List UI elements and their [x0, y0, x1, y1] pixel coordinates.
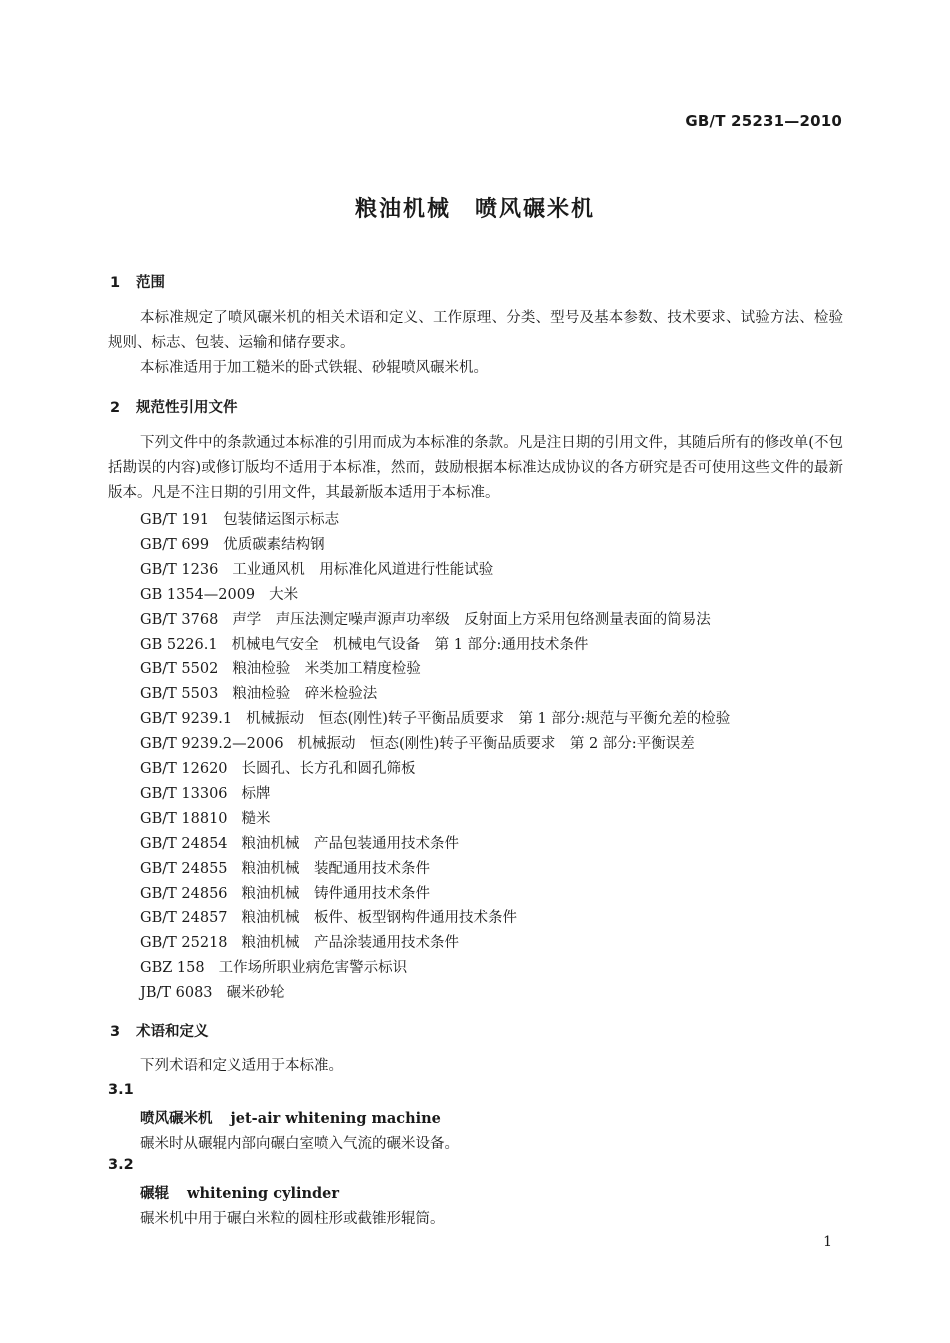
reference-code: GB/T 24854	[140, 835, 228, 852]
reference-item	[140, 807, 271, 828]
term-chinese: 碾辊	[140, 1186, 169, 1202]
reference-item	[140, 583, 298, 604]
reference-code: JB/T 6083	[140, 985, 213, 1002]
reference-title: 长圆孔、长方孔和圆孔筛板	[241, 761, 416, 777]
term-number: 3.1	[108, 1082, 134, 1098]
reference-title: 大米	[269, 586, 299, 603]
document-title: 粮油机械 喷风碾米机	[354, 197, 595, 222]
reference-code: GB/T 18810	[140, 810, 228, 827]
reference-item	[140, 857, 430, 878]
reference-item	[140, 931, 459, 952]
reference-title: 声学 声压法测定噪声源声功率级 反射面上方采用包络测量表面的简易法	[232, 611, 711, 628]
reference-item	[140, 657, 421, 678]
reference-item	[140, 757, 416, 778]
reference-item	[140, 608, 711, 629]
reference-title: 粮油机械 装配通用技术条件	[241, 860, 431, 877]
reference-title: 标牌	[241, 785, 271, 802]
section-1-paragraph-1: 本标准规定了喷风碾米机的相关术语和定义、工作原理、分类、型号及基本参数、技术要求、试验方法、检验规则、标志、包装、运输和储存要求。	[108, 310, 843, 351]
reference-item	[140, 508, 339, 529]
reference-title: 粮油机械 板件、板型钢构件通用技术条件	[241, 910, 518, 927]
term-definition: 碾米机中用于碾白米粒的圆柱形或截锥形辊筒。	[140, 1211, 445, 1227]
reference-item	[140, 956, 407, 977]
reference-title: 包装储运图示标志	[223, 512, 340, 528]
reference-code: GB/T 9239.2—2006	[140, 736, 284, 753]
reference-code: GB 1354—2009	[140, 586, 256, 603]
term-definition: 碾米时从碾辊内部向碾白室喷入气流的碾米设备。	[140, 1136, 459, 1152]
section-2-intro: 下列文件中的条款通过本标准的引用而成为本标准的条款。凡是注日期的引用文件，其随后所有的修改单(不包括勘误的内容)或修订版均不适用于本标准，然而，鼓励根据本标准达成协议的各方研究是否可使用这些文件的最新版本。凡是不注日期的引用文件，其最新版本适用于本标准。	[108, 435, 843, 501]
reference-item	[140, 981, 285, 1002]
reference-item	[140, 558, 493, 579]
reference-code: GB/T 24855	[140, 860, 228, 877]
section-2-heading	[110, 396, 238, 417]
reference-title: 机械振动 恒态(刚性)转子平衡品质要求 第 1 部分:规范与平衡允差的检验	[246, 711, 731, 728]
reference-title: 工业通风机 用标准化风道进行性能试验	[232, 561, 494, 578]
section-number: 1	[110, 275, 121, 291]
reference-code: GB/T 191	[140, 512, 210, 528]
term-english: jet-air whitening machine	[230, 1110, 441, 1127]
standard-code: GB/T 25231—2010	[685, 112, 842, 130]
section-title: 术语和定义	[136, 1024, 209, 1040]
reference-code: GB/T 25218	[140, 935, 228, 952]
term-english: whitening cylinder	[187, 1185, 340, 1202]
term-heading	[140, 1107, 441, 1128]
reference-item	[140, 732, 695, 753]
reference-title: 粮油检验 米类加工精度检验	[232, 661, 421, 678]
term-heading	[140, 1182, 339, 1203]
reference-code: GB/T 24857	[140, 910, 228, 927]
section-number: 2	[110, 400, 121, 416]
reference-item	[140, 782, 271, 803]
reference-title: 糙米	[241, 810, 271, 827]
reference-code: GB/T 1236	[140, 561, 219, 578]
reference-title: 机械振动 恒态(刚性)转子平衡品质要求 第 2 部分:平衡误差	[297, 736, 695, 753]
reference-code: GB 5226.1	[140, 636, 218, 653]
section-1-paragraph-2: 本标准适用于加工糙米的卧式铁辊、砂辊喷风碾米机。	[140, 360, 488, 376]
section-3-heading	[110, 1020, 209, 1041]
reference-title: 粮油检验 碎米检验法	[232, 686, 378, 703]
reference-code: GB/T 24856	[140, 885, 228, 902]
reference-code: GB/T 5502	[140, 661, 219, 678]
reference-item	[140, 882, 430, 903]
section-3-intro: 下列术语和定义适用于本标准。	[140, 1058, 343, 1074]
reference-code: GB/T 12620	[140, 761, 228, 777]
reference-item	[140, 707, 730, 728]
reference-item	[140, 533, 325, 554]
reference-title: 粮油机械 产品涂装通用技术条件	[241, 935, 460, 952]
reference-code: GB/T 9239.1	[140, 711, 233, 728]
reference-title: 碾米砂轮	[226, 985, 285, 1002]
page-number: 1	[823, 1234, 832, 1250]
reference-title: 工作场所职业病危害警示标识	[218, 960, 408, 977]
reference-code: GBZ 158	[140, 960, 205, 977]
reference-title: 优质碳素结构钢	[223, 536, 325, 553]
section-title: 范围	[136, 275, 165, 291]
section-number: 3	[110, 1024, 121, 1040]
reference-title: 粮油机械 铸件通用技术条件	[241, 885, 431, 902]
reference-code: GB/T 13306	[140, 785, 228, 802]
reference-title: 机械电气安全 机械电气设备 第 1 部分:通用技术条件	[231, 636, 589, 653]
section-title: 规范性引用文件	[136, 400, 238, 416]
reference-item	[140, 832, 459, 853]
reference-title: 粮油机械 产品包装通用技术条件	[241, 835, 460, 852]
reference-item	[140, 906, 517, 927]
term-number: 3.2	[108, 1157, 134, 1173]
reference-item	[140, 633, 588, 654]
reference-code: GB/T 699	[140, 536, 210, 553]
term-chinese: 喷风碾米机	[140, 1111, 213, 1127]
reference-code: GB/T 3768	[140, 611, 219, 628]
reference-item	[140, 682, 377, 703]
section-1-heading	[110, 271, 165, 292]
reference-code: GB/T 5503	[140, 686, 219, 703]
